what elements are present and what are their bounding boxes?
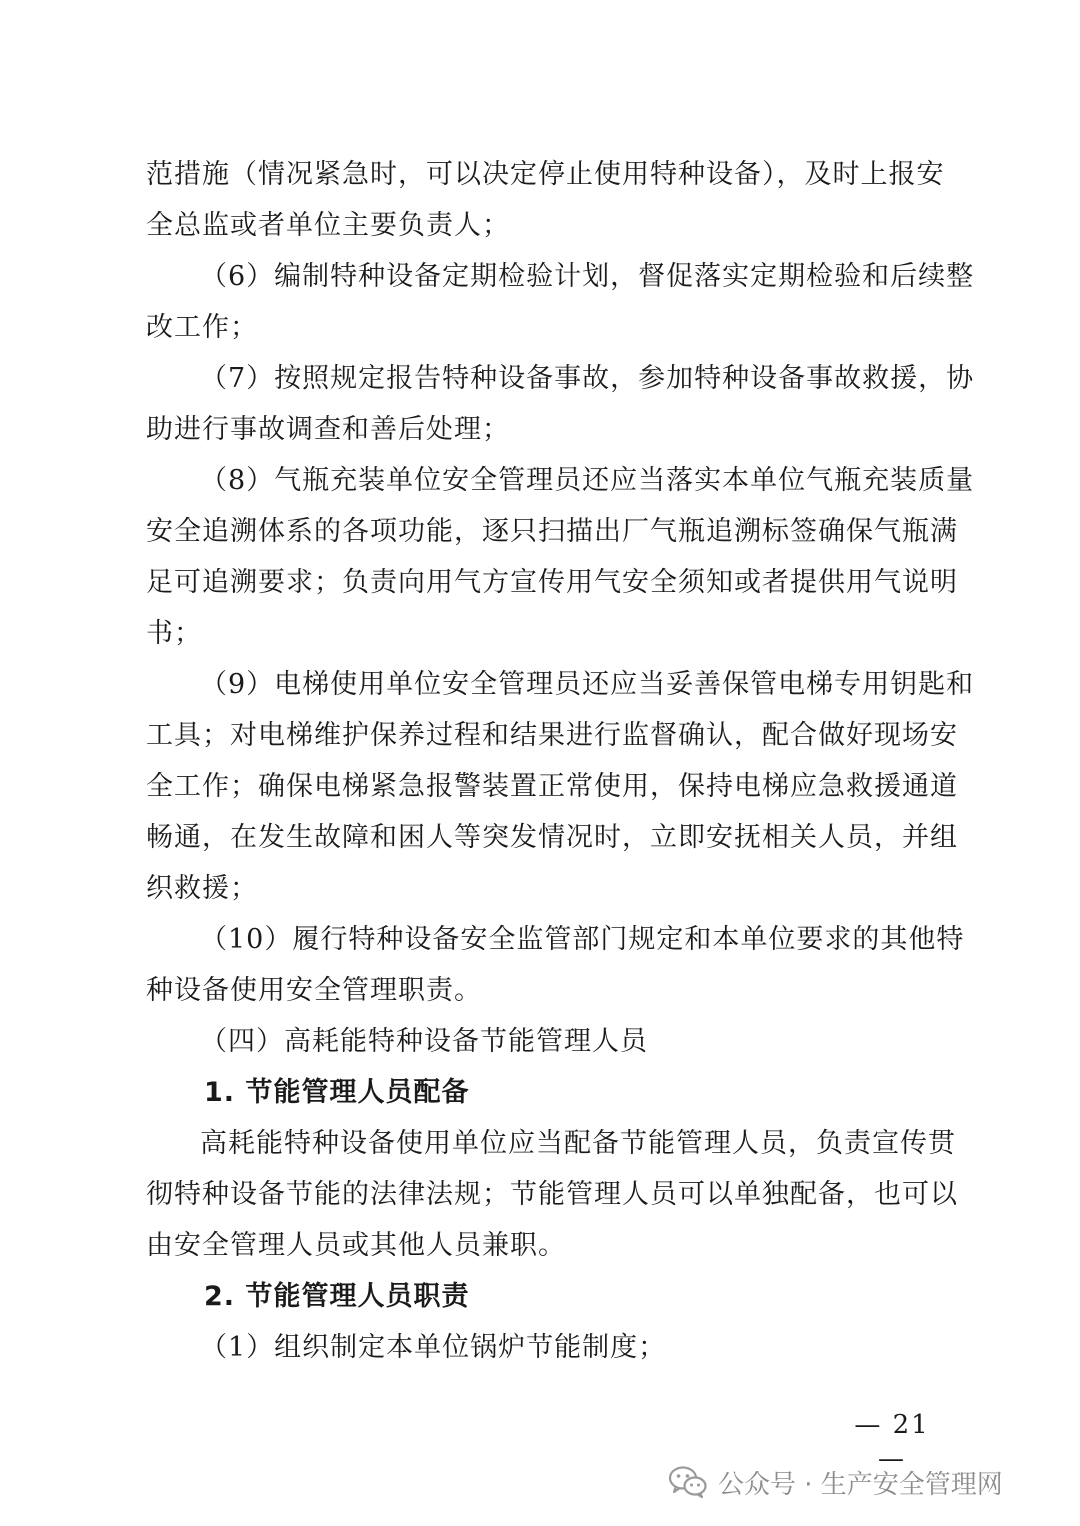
text-line: 畅通，在发生故障和困人等突发情况时，立即安抚相关人员，并组 [146,822,958,853]
section-heading: （四）高耗能特种设备节能管理人员 [200,1026,648,1057]
text-line: 种设备使用安全管理职责。 [146,975,482,1006]
text-line: 助进行事故调查和善后处理； [146,414,510,445]
text-line: 改工作； [146,312,258,343]
list-item: （8）气瓶充装单位安全管理员还应当落实本单位气瓶充装质量 [200,465,975,496]
text-line: 工具；对电梯维护保养过程和结果进行监督确认，配合做好现场安 [146,720,958,751]
subsection-heading: 1. 节能管理人员配备 [204,1077,470,1108]
list-item: （10）履行特种设备安全监管部门规定和本单位要求的其他特 [200,924,965,955]
text-line: 由安全管理人员或其他人员兼职。 [146,1230,566,1261]
page-number: — 21 — [854,1410,930,1474]
list-item: （9）电梯使用单位安全管理员还应当妥善保管电梯专用钥匙和 [200,669,975,700]
text-line: 足可追溯要求；负责向用气方宣传用气安全须知或者提供用气说明 [146,567,958,598]
subsection-heading: 2. 节能管理人员职责 [204,1281,470,1312]
text-line: 全总监或者单位主要负责人； [146,210,510,241]
list-item: （7）按照规定报告特种设备事故，参加特种设备事故救援，协 [200,363,975,394]
watermark [668,1460,1003,1504]
text-line: 全工作；确保电梯紧急报警装置正常使用，保持电梯应急救援通道 [146,771,958,802]
text-line: 范措施（情况紧急时，可以决定停止使用特种设备），及时上报安 [146,159,945,190]
watermark-text: 公众号 · 生产安全管理网 [718,1469,1003,1500]
text-line: 安全追溯体系的各项功能，逐只扫描出厂气瓶追溯标签确保气瓶满 [146,516,958,547]
wechat-icon [668,1465,708,1499]
list-item: （6）编制特种设备定期检验计划，督促落实定期检验和后续整 [200,261,975,292]
text-line: 书； [146,618,202,649]
list-item: （1）组织制定本单位锅炉节能制度； [200,1332,667,1363]
text-line: 彻特种设备节能的法律法规；节能管理人员可以单独配备，也可以 [146,1179,958,1210]
text-line: 织救援； [146,873,258,904]
paragraph-line: 高耗能特种设备使用单位应当配备节能管理人员，负责宣传贯 [200,1128,956,1159]
